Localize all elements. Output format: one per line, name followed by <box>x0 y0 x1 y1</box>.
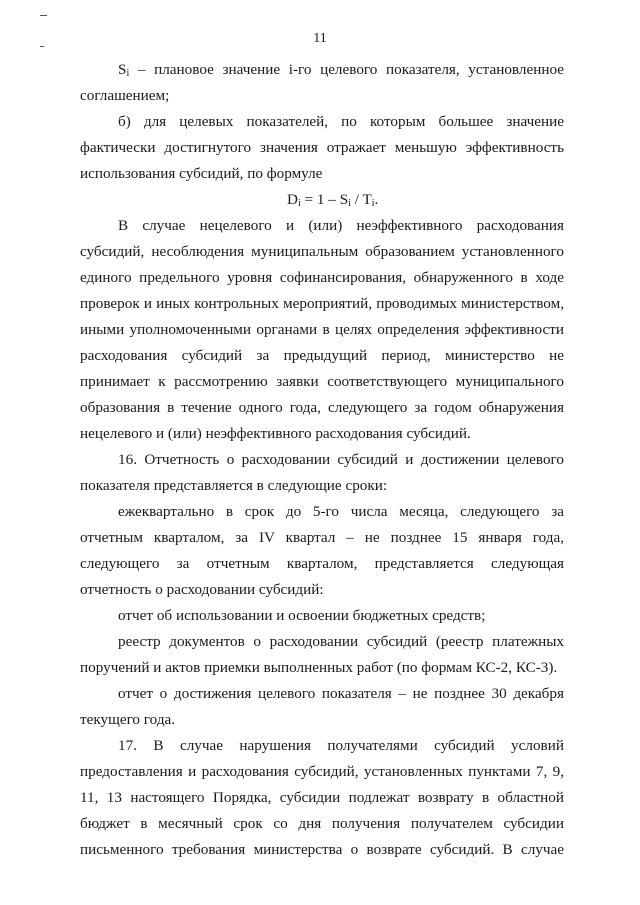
paragraph-registry: реестр документов о расходовании субсидий (реестр платежных поручений и актов приемки выполненных работ (по формам КС-2, КС-3). <box>80 633 564 676</box>
formula-end: . <box>374 191 379 208</box>
margin-mark <box>40 15 47 16</box>
formula <box>80 187 564 213</box>
formula-d: D <box>287 191 298 208</box>
formula-middle: = 1 – S <box>300 191 349 208</box>
subscript-i: i <box>126 68 130 79</box>
formula-t-subscript: i <box>371 198 375 209</box>
paragraph-17: 17. В случае нарушения получателями субсидий условий предоставления и расходования субсидий, установленных пунктами 7, 9, 11, 13 настоящего Порядка, субсидии подлежат возврату в областной бюджет в месячный срок со дня получения получателем субсидии письменного требования министерства о возврате субсидий. В случае <box>80 737 564 858</box>
paragraph-misuse: В случае нецелевого и (или) неэффективного расходования субсидий, несоблюдения муниципальным образованием установленного единого предельного уровня софинансирования, обнаруженного в ходе проверок и иных контрольных мероприятий, проводимых министерством, иными уполномоченными органами в целях определения эффективности расходования субсидий за предыдущий период, министерство не принимает к рассмотрению заявки соответствующего муниципального образования в течение одного года, следующего за годом обнаружения нецелевого и (или) неэффективного расходования субсидий. <box>80 217 564 442</box>
symbol-s: S <box>118 61 127 78</box>
paragraph-target-report: отчет о достижения целевого показателя – не позднее 30 декабря текущего года. <box>80 685 564 728</box>
formula-divide: / T <box>350 191 372 208</box>
page-number: 11 <box>313 31 327 46</box>
paragraph-s-definition <box>80 57 564 109</box>
formula-d-subscript: i <box>297 198 301 209</box>
paragraph-b: б) для целевых показателей, по которым большее значение фактически достигнутого значения отражает меньшую эффективность использования субсидий, по формуле <box>80 113 564 182</box>
document-body <box>80 57 564 863</box>
s-definition-text: – плановое значение i-го целевого показателя, установленное соглашением; <box>80 61 564 104</box>
paragraph-report-usage: отчет об использовании и освоении бюджетных средств; <box>118 607 486 624</box>
formula-s-subscript: i <box>348 198 351 209</box>
paragraph-16: 16. Отчетность о расходовании субсидий и достижении целевого показателя представляется в следующие сроки: <box>80 451 564 494</box>
paragraph-quarterly: ежеквартально в срок до 5-го числа месяца, следующего за отчетным кварталом, за IV квартал – не позднее 15 января года, следующего за отчетным кварталом, представляется следующая отчетность о расходовании субсидий: <box>80 503 564 598</box>
